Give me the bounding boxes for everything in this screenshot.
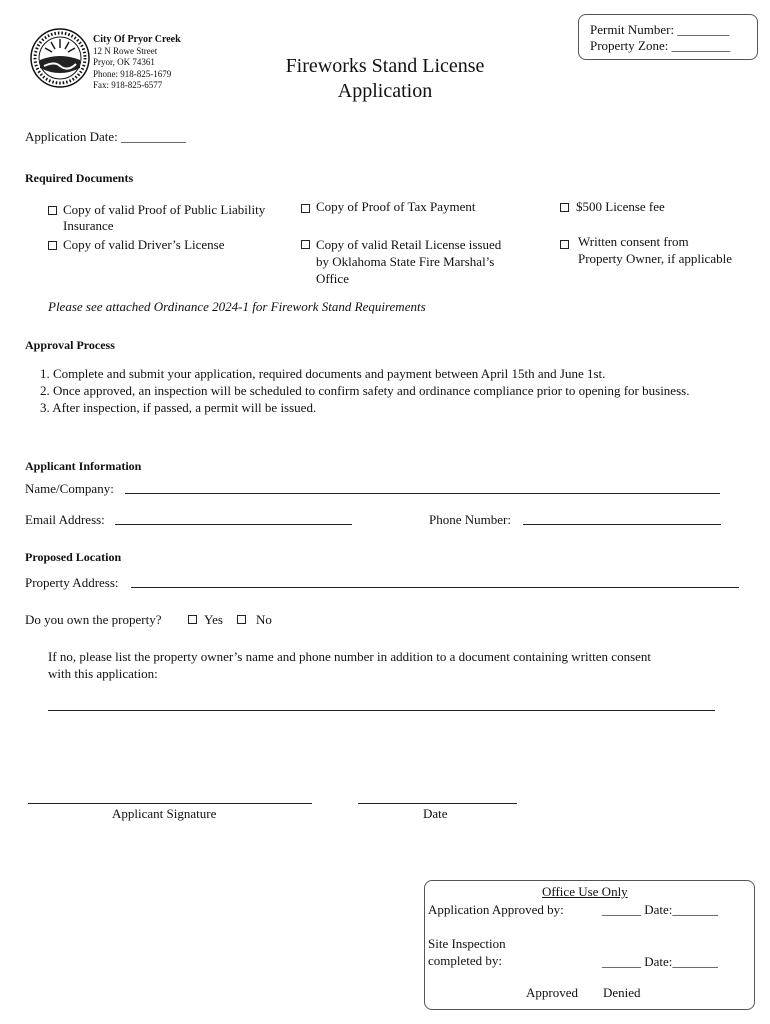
checkbox-retail-license[interactable] bbox=[301, 240, 310, 249]
checkbox-liability-insurance[interactable] bbox=[48, 206, 57, 215]
office-use-heading: Office Use Only bbox=[542, 884, 628, 899]
approval-process-heading: Approval Process bbox=[25, 338, 115, 352]
checkbox-own-no[interactable] bbox=[237, 615, 246, 624]
property-zone-field[interactable]: Property Zone: _________ bbox=[590, 38, 731, 53]
own-yes-label: Yes bbox=[204, 612, 223, 627]
phone-field[interactable] bbox=[523, 524, 721, 525]
checkbox-license-fee[interactable] bbox=[560, 203, 569, 212]
doc-retail-license: Copy of valid Retail License issued by Oklahoma State Fire Marshal’s Office bbox=[316, 237, 502, 286]
checkbox-own-yes[interactable] bbox=[188, 615, 197, 624]
approval-step: 3. After inspection, if passed, a permit will be issued. bbox=[40, 400, 317, 415]
address-line2: Pryor, OK 74361 bbox=[93, 57, 155, 67]
property-address-label: Property Address: bbox=[25, 575, 119, 590]
applicant-signature-label: Applicant Signature bbox=[112, 806, 217, 821]
office-use-box bbox=[424, 880, 755, 1010]
name-company-field[interactable] bbox=[125, 493, 720, 494]
signature-date-label: Date bbox=[423, 806, 448, 821]
permit-box bbox=[578, 14, 758, 60]
approval-steps bbox=[40, 365, 689, 416]
org-phone: Phone: 918-825-1679 bbox=[93, 68, 172, 79]
owner-info-field[interactable] bbox=[48, 710, 715, 711]
checkbox-drivers-license[interactable] bbox=[48, 241, 57, 250]
doc-owner-consent: Written consent from Property Owner, if applicable bbox=[578, 234, 732, 266]
email-field[interactable] bbox=[115, 524, 352, 525]
approval-step: 2. Once approved, an inspection will be scheduled to confirm safety and ordinance compliance prior to opening for business. bbox=[40, 383, 690, 398]
ordinance-note: Please see attached Ordinance 2024-1 for Firework Stand Requirements bbox=[48, 299, 426, 314]
city-seal-logo bbox=[30, 28, 90, 88]
own-property-question: Do you own the property? bbox=[25, 612, 162, 627]
signature-date-field[interactable] bbox=[358, 803, 517, 804]
applicant-info-heading: Applicant Information bbox=[25, 459, 142, 473]
applicant-signature-field[interactable] bbox=[28, 803, 312, 804]
org-fax: Fax: 918-825-6577 bbox=[93, 80, 163, 90]
organization-info bbox=[93, 34, 181, 92]
property-address-field[interactable] bbox=[131, 587, 739, 588]
permit-number-field[interactable]: Permit Number: ________ bbox=[590, 22, 730, 37]
approved-by-label: Application Approved by: bbox=[428, 902, 564, 917]
doc-tax-payment: Copy of Proof of Tax Payment bbox=[316, 199, 476, 214]
checkbox-owner-consent[interactable] bbox=[560, 240, 569, 249]
doc-drivers-license: Copy of valid Driver’s License bbox=[63, 237, 225, 252]
own-no-label: No bbox=[256, 612, 272, 627]
application-date-field[interactable]: Application Date: __________ bbox=[25, 129, 187, 144]
name-company-label: Name/Company: bbox=[25, 481, 114, 496]
doc-license-fee: $500 License fee bbox=[576, 199, 665, 214]
required-documents-heading: Required Documents bbox=[25, 171, 134, 185]
page-title: Fireworks Stand License Application bbox=[285, 55, 485, 102]
site-inspection-label: Site Inspection completed by: bbox=[428, 936, 506, 968]
checkbox-tax-payment[interactable] bbox=[301, 204, 310, 213]
address-line1: 12 N Rowe Street bbox=[93, 45, 158, 56]
approved-by-field[interactable]: ______ Date:_______ bbox=[602, 902, 718, 917]
org-name: City Of Pryor Creek bbox=[93, 34, 181, 45]
approval-step: 1. Complete and submit your application, required documents and payment between April 15th and June 1st. bbox=[40, 366, 606, 381]
approved-option[interactable]: Approved bbox=[526, 985, 578, 1000]
site-inspection-field[interactable]: ______ Date:_______ bbox=[602, 954, 718, 969]
email-label: Email Address: bbox=[25, 512, 105, 527]
denied-option[interactable]: Denied bbox=[603, 985, 641, 1000]
doc-liability-insurance: Copy of valid Proof of Public Liability Insurance bbox=[63, 202, 266, 233]
proposed-location-heading: Proposed Location bbox=[25, 550, 122, 564]
phone-label: Phone Number: bbox=[429, 512, 511, 527]
if-no-instructions: If no, please list the property owner’s name and phone number in addition to a document containing written consent with this application: bbox=[48, 649, 652, 681]
